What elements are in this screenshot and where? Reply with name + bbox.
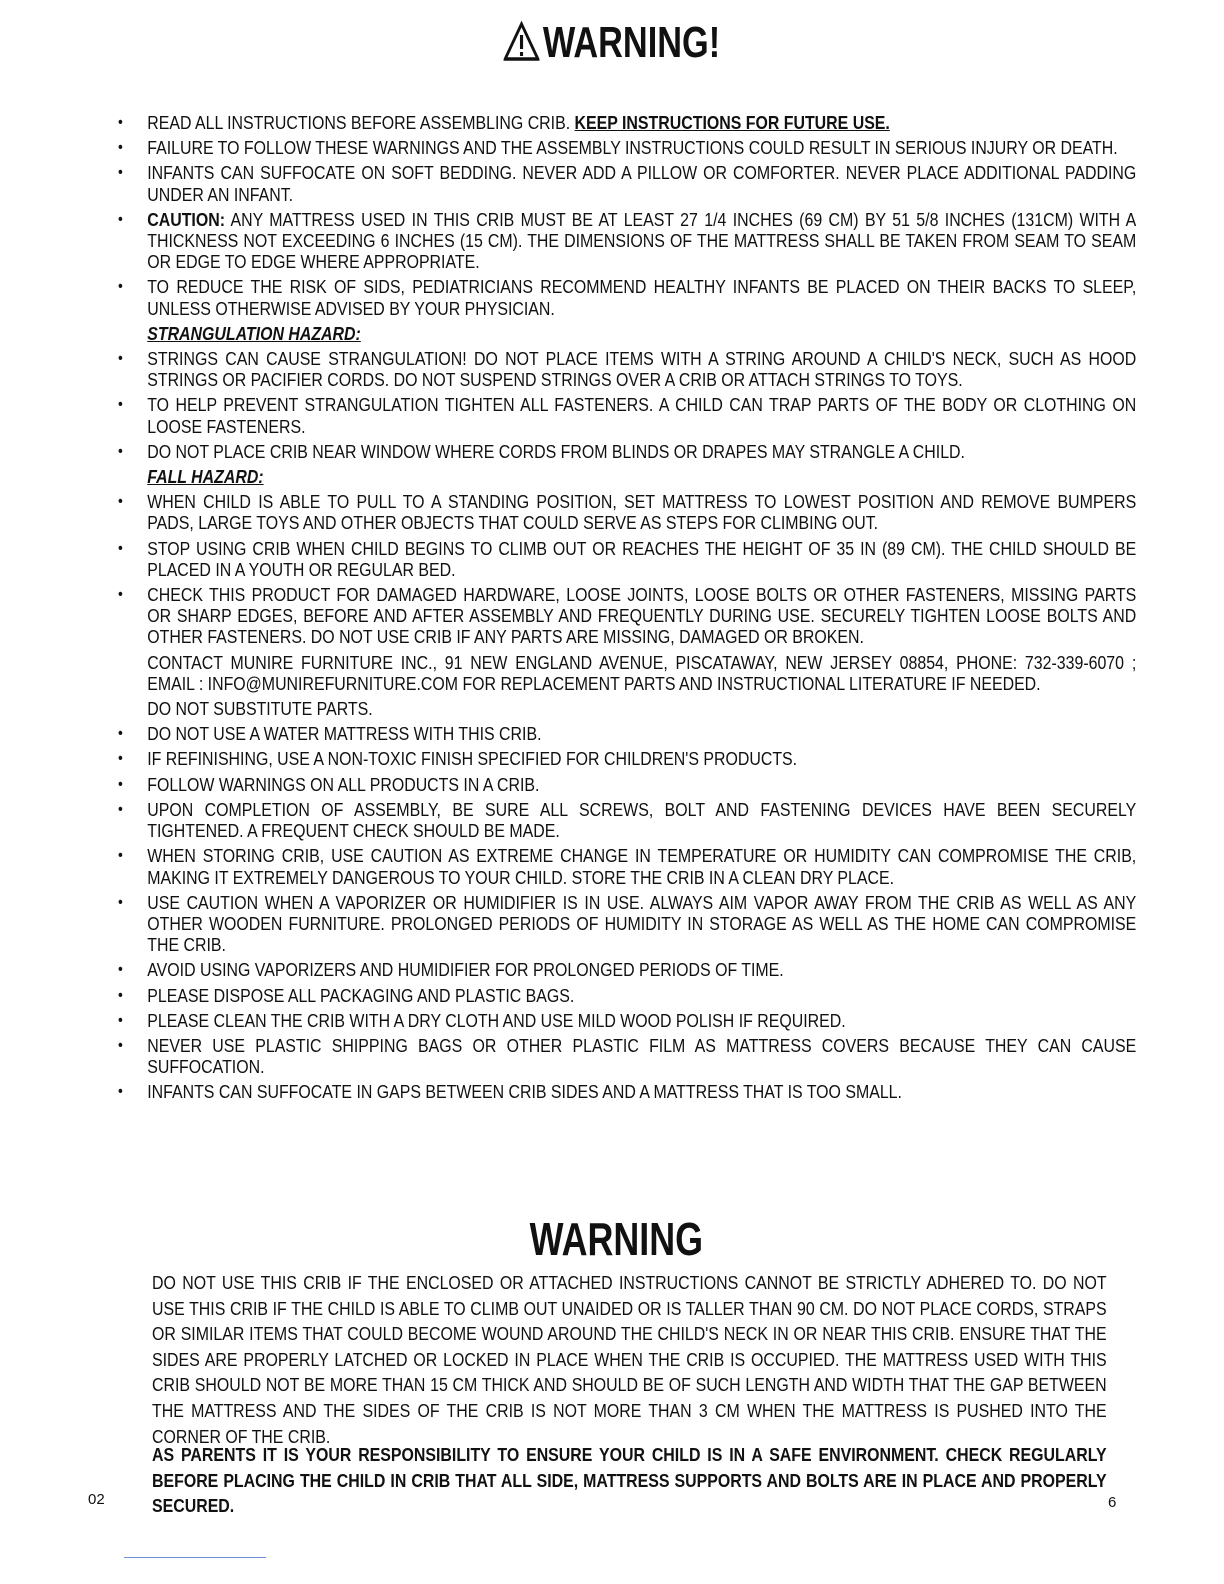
warning-item — [118, 1010, 1136, 1031]
warning-item — [118, 698, 1136, 719]
page-title — [135, 18, 1090, 68]
warning-item-text: INFANTS CAN SUFFOCATE IN GAPS BETWEEN CRIB SIDES AND A MATTRESS THAT IS TOO SMALL. — [147, 1081, 902, 1103]
warning-item — [118, 538, 1136, 580]
bottom-rule — [124, 1557, 266, 1558]
warning-paragraph: DO NOT USE THIS CRIB IF THE ENCLOSED OR ATTACHED INSTRUCTIONS CANNOT BE STRICTLY ADHERED TO. DO NOT USE THIS CRIB IF THE CHILD IS ABLE TO CLIMB OUT UNAIDED OR IS TALLER THAN 90 CM. DO NOT PLACE CORDS, STRAPS OR SIMILAR ITEMS THAT COULD BECOME WOUND AROUND THE CHILD'S NECK IN OR NEAR THIS CRIB. ENSURE THAT THE SIDES ARE PROPERLY LATCHED OR LOCKED IN PLACE WHEN THE CRIB IS OCCUPIED. THE MATTRESS USED WITH THIS CRIB SHOULD NOT BE MORE THAN 15 CM THICK AND SHOULD BE OF SUCH LENGTH AND WIDTH THAT THE GAP BETWEEN THE MATTRESS AND THE SIDES OF THE CRIB IS NOT MORE THAN 3 CM WHEN THE MATTRESS IS PUSHED INTO THE CORNER OF THE CRIB. — [152, 1272, 1107, 1447]
warning-item-text: STOP USING CRIB WHEN CHILD BEGINS TO CLIMB OUT OR REACHES THE HEIGHT OF 35 IN (89 CM). THE CHILD SHOULD BE PLACED IN A YOUTH OR REGULAR BED. — [147, 537, 1137, 580]
warning-item-text: PLEASE DISPOSE ALL PACKAGING AND PLASTIC BAGS. — [147, 984, 575, 1006]
warning-item-text: ANY MATTRESS USED IN THIS CRIB MUST BE AT LEAST 27 1/4 INCHES (69 CM) BY 51 5/8 INCHES (131CM) WITH A THICKNESS NOT EXCEEDING 6 INCHES (15 CM). THE DIMENSIONS OF THE MATTRESS SHALL BE TAKEN FROM SEAM TO SEAM OR EDGE TO EDGE WHERE APPROPRIATE. — [147, 208, 1137, 273]
warning-item-text: TO REDUCE THE RISK OF SIDS, PEDIATRICIANS RECOMMEND HEALTHY INFANTS BE PLACED ON THEIR BACKS TO SLEEP, UNLESS OTHERWISE ADVISED BY YOUR PHYSICIAN. — [147, 276, 1137, 319]
warning-item-text: USE CAUTION WHEN A VAPORIZER OR HUMIDIFIER IS IN USE. ALWAYS AIM VAPOR AWAY FROM THE CRIB AS WELL AS ANY OTHER WOODEN FURNITURE. PROLONGED PERIODS OF HUMIDITY IN STORAGE AS WELL AS THE HOME CAN COMPROMISE THE CRIB. — [147, 891, 1137, 956]
warning-heading: WARNING — [529, 1213, 704, 1265]
warning-item — [118, 652, 1136, 694]
warning-item — [118, 959, 1136, 980]
warning-item — [118, 748, 1136, 769]
warning-item-text: INFANTS CAN SUFFOCATE ON SOFT BEDDING. NEVER ADD A PILLOW OR COMFORTER. NEVER PLACE ADDITIONAL PADDING UNDER AN INFANT. — [147, 162, 1137, 205]
warning-item-text: FAILURE TO FOLLOW THESE WARNINGS AND THE ASSEMBLY INSTRUCTIONS COULD RESULT IN SERIOUS INJURY OR DEATH. — [147, 137, 1118, 159]
warning-item-text: FOLLOW WARNINGS ON ALL PRODUCTS IN A CRIB. — [147, 773, 540, 795]
warning-item-text: NEVER USE PLASTIC SHIPPING BAGS OR OTHER PLASTIC FILM AS MATTRESS COVERS BECAUSE THEY CAN CAUSE SUFFOCATION. — [147, 1034, 1137, 1078]
warning-item — [118, 209, 1136, 273]
warning-item — [118, 491, 1136, 533]
warning-item — [118, 441, 1136, 462]
warning-item-text: DO NOT SUBSTITUTE PARTS. — [147, 698, 373, 720]
warning-item — [118, 799, 1136, 841]
warning-item — [118, 723, 1136, 744]
caution-label: CAUTION: — [147, 208, 226, 230]
warning-item-text: CHECK THIS PRODUCT FOR DAMAGED HARDWARE, LOOSE JOINTS, LOOSE BOLTS OR OTHER FASTENERS, MISSING PARTS OR SHARP EDGES, BEFORE AND AFTER ASSEMBLY AND FREQUENTLY DURING USE. SECURELY TIGHTEN LOOSE BOLTS AND OTHER FASTENERS. DO NOT USE CRIB IF ANY PARTS ARE MISSING, DAMAGED OR BROKEN. — [147, 584, 1137, 648]
warning-item — [118, 276, 1136, 318]
warning-item-text: AVOID USING VAPORIZERS AND HUMIDIFIER FOR PROLONGED PERIODS OF TIME. — [147, 959, 784, 981]
warning-item-text: TO HELP PREVENT STRANGULATION TIGHTEN ALL FASTENERS. A CHILD CAN TRAP PARTS OF THE BODY OR CLOTHING ON LOOSE FASTENERS. — [147, 394, 1137, 437]
warning-item — [118, 162, 1136, 204]
warning-item — [118, 584, 1136, 648]
warning-item-text: IF REFINISHING, USE A NON-TOXIC FINISH SPECIFIED FOR CHILDREN'S PRODUCTS. — [147, 748, 798, 770]
hazard-heading — [118, 323, 1136, 344]
warning-triangle-icon — [504, 21, 540, 61]
warning-item-text: DO NOT PLACE CRIB NEAR WINDOW WHERE CORDS FROM BLINDS OR DRAPES MAY STRANGLE A CHILD. — [147, 440, 965, 462]
hazard-heading-text: FALL HAZARD: — [147, 466, 264, 488]
page-number-left: 02 — [88, 1491, 105, 1508]
page-title-text: WARNING! — [542, 18, 721, 67]
warning-item — [118, 774, 1136, 795]
hazard-heading-text: STRANGULATION HAZARD: — [147, 322, 361, 344]
warning-list — [118, 112, 1137, 1107]
warning-item — [118, 892, 1136, 956]
keep-instructions-note: KEEP INSTRUCTIONS FOR FUTURE USE. — [574, 112, 890, 133]
hazard-heading — [118, 466, 1136, 487]
warning-item — [118, 845, 1136, 887]
warning-item-text: WHEN CHILD IS ABLE TO PULL TO A STANDING POSITION, SET MATTRESS TO LOWEST POSITION AND REMOVE BUMPERS PADS, LARGE TOYS AND OTHER OBJECTS THAT COULD SERVE AS STEPS FOR CLIMBING OUT. — [147, 491, 1137, 534]
warning-item — [118, 1035, 1136, 1077]
warning-item-text: UPON COMPLETION OF ASSEMBLY, BE SURE ALL SCREWS, BOLT AND FASTENING DEVICES HAVE BEEN SECURELY TIGHTENED. A FREQUENT CHECK SHOULD BE MADE. — [147, 798, 1137, 842]
warning-item-text: WHEN STORING CRIB, USE CAUTION AS EXTREME CHANGE IN TEMPERATURE OR HUMIDITY CAN COMPROMISE THE CRIB, MAKING IT EXTREMELY DANGEROUS TO YOUR CHILD. STORE THE CRIB IN A CLEAN DRY PLACE. — [147, 845, 1137, 888]
warning-item — [118, 112, 1136, 133]
warning-item — [118, 348, 1136, 390]
warning-item-text: CONTACT MUNIRE FURNITURE INC., 91 NEW ENGLAND AVENUE, PISCATAWAY, NEW JERSEY 08854, PHONE: 732-339-6070 ; EMAIL : INFO@MUNIREFURNITURE.COM FOR REPLACEMENT PARTS AND INSTRUCTIONAL LITERATURE IF NEEDED. — [147, 651, 1137, 694]
parents-responsibility: AS PARENTS IT IS YOUR RESPONSIBILITY TO ENSURE YOUR CHILD IS IN A SAFE ENVIRONMENT. CHECK REGULARLY BEFORE PLACING THE CHILD IN CRIB THAT ALL SIDE, MATTRESS SUPPORTS AND BOLTS ARE IN PLACE AND PROPERLY SECURED. — [152, 1444, 1107, 1517]
warning-item-text: READ ALL INSTRUCTIONS BEFORE ASSEMBLING CRIB. — [147, 112, 575, 133]
warning-item — [118, 1081, 1136, 1102]
warning-item-text: DO NOT USE A WATER MATTRESS WITH THIS CRIB. — [147, 723, 542, 745]
warning-item — [118, 137, 1136, 158]
warning-item — [118, 394, 1136, 436]
warning-item-text: STRINGS CAN CAUSE STRANGULATION! DO NOT PLACE ITEMS WITH A STRING AROUND A CHILD'S NECK, SUCH AS HOOD STRINGS OR PACIFIER CORDS. DO NOT SUSPEND STRINGS OVER A CRIB OR ATTACH STRINGS TO TOYS. — [147, 348, 1137, 391]
warning-item — [118, 985, 1136, 1006]
warning-item-text: PLEASE CLEAN THE CRIB WITH A DRY CLOTH AND USE MILD WOOD POLISH IF REQUIRED. — [147, 1009, 846, 1031]
page-number-right: 6 — [1108, 1494, 1117, 1511]
